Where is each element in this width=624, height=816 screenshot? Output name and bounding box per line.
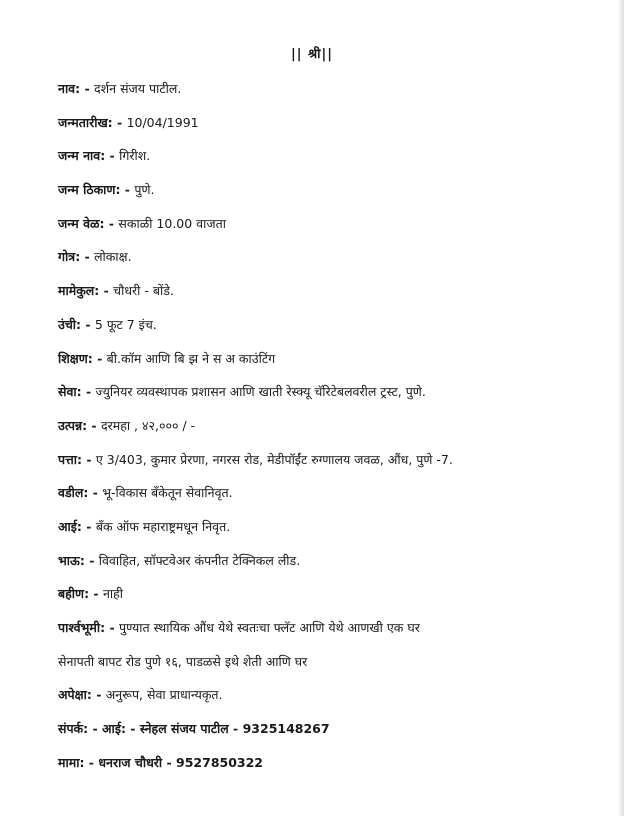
biodata-lines: [58, 78, 598, 785]
field-label: मामेकुल: [58, 283, 95, 299]
field-value: बी.कॉम आणि बि झ ने स अ काउंटिंग: [106, 350, 276, 366]
field-label: अपेक्षा: [58, 687, 87, 703]
field-label: जन्म नाव: [58, 148, 101, 164]
field-separator: : -: [99, 215, 119, 231]
field-label: जन्मतारीख: [58, 114, 108, 130]
field-separator: : -: [76, 384, 96, 400]
field-height: [58, 314, 598, 348]
field-birth-name: [58, 145, 598, 179]
field-separator: : -: [94, 283, 114, 299]
field-contact: [58, 718, 598, 752]
field-value: ज्युनियर व्यवस्थापक प्रशासन आणि खाती रेस्क्यू चॅरिटेबलवरील ट्रस्ट, पुणे.: [95, 384, 426, 400]
field-separator: : -: [82, 417, 101, 433]
field-separator: : -: [83, 721, 103, 737]
field-sister: [58, 583, 598, 617]
field-birth-place: [58, 179, 598, 213]
field-label: आई: [58, 518, 77, 534]
field-label: सेवा: [58, 384, 77, 400]
field-father: [58, 482, 598, 516]
field-separator: : -: [100, 148, 120, 164]
field-value: धनराज चौधरी - 9527850322: [98, 754, 264, 770]
field-name: [58, 78, 598, 112]
field-value: ए 3/403, कुमार प्रेरणा, नगरस रोड, मेडीपॉईंट रुग्णालय जवळ, औंध, पुणे -7.: [95, 451, 453, 467]
field-separator: : -: [83, 485, 103, 501]
field-value: पुण्यात स्थायिक औंध येथे स्वतःचा फ्लॅट आणि येथे आणखी एक घर: [119, 620, 420, 635]
field-value: 10/04/1991: [126, 114, 199, 130]
field-separator: : -: [115, 182, 135, 198]
field-separator: : -: [79, 552, 99, 568]
field-separator: : -: [75, 249, 95, 265]
field-separator: : -: [76, 518, 96, 534]
field-separator: : -: [84, 586, 103, 602]
field-mamekul: [58, 280, 598, 314]
field-label: उंची: [58, 316, 77, 332]
field-label: पत्ता: [58, 451, 77, 467]
field-address: [58, 449, 598, 483]
field-label: बहीण: [58, 586, 85, 602]
field-value: सकाळी 10.00 वाजता: [118, 215, 227, 231]
field-brother: [58, 550, 598, 584]
field-separator: : -: [79, 754, 99, 770]
field-label: वडील: [58, 485, 84, 501]
field-separator: : -: [76, 451, 96, 467]
field-value: अनुरूप, सेवा प्राधान्यकृत.: [105, 687, 223, 703]
field-income: [58, 415, 598, 449]
field-value: 5 फूट 7 इंच.: [94, 316, 157, 332]
field-birthdate: [58, 112, 598, 146]
field-label: भाऊ: [58, 552, 80, 568]
field-label: पार्श्वभूमी: [58, 620, 101, 635]
field-label: शिक्षण: [58, 350, 88, 366]
field-separator: : -: [107, 114, 127, 130]
document-header: || श्री||: [290, 47, 334, 62]
field-value: चौधरी - बोंडे.: [113, 283, 174, 299]
field-label: उत्पन्न: [58, 417, 83, 433]
field-value: नाही: [102, 586, 124, 602]
field-background-continued: [58, 651, 598, 685]
field-value: आई: - स्नेहल संजय पाटील - 9325148267: [102, 721, 330, 737]
field-separator: : -: [87, 350, 107, 366]
field-label: नाव: [58, 81, 76, 96]
field-value: सेनापती बापट रोड पुणे १६, पाडळसे इथे शेती आणि घर: [58, 653, 308, 669]
page-edge-shadow: [618, 0, 624, 816]
field-label: जन्म ठिकाण: [58, 182, 116, 198]
field-value: लोकाक्ष.: [94, 249, 132, 265]
field-label: जन्म वेळ: [58, 215, 100, 231]
field-value: भू-विकास बँकेतून सेवानिवृत.: [102, 485, 233, 501]
field-label: गोत्र: [58, 249, 76, 265]
field-maternal-uncle: [58, 752, 598, 786]
field-background: [58, 617, 598, 651]
field-expectations: [58, 684, 598, 718]
field-service: [58, 381, 598, 415]
field-value: पुणे.: [134, 182, 155, 198]
field-separator: : -: [100, 620, 119, 635]
field-separator: : -: [75, 81, 95, 96]
field-label: संपर्क: [58, 721, 84, 737]
field-value: विवाहित, सॉफ्टवेअर कंपनीत टेक्निकल लीड.: [98, 552, 301, 568]
field-separator: : -: [86, 687, 106, 703]
field-gotra: [58, 246, 598, 280]
field-label: मामा: [58, 754, 80, 770]
field-value: बँक ऑफ महाराष्ट्रमधून निवृत.: [95, 518, 231, 534]
field-birth-time: [58, 213, 598, 247]
field-value: दरमहा , ४२,००० / -: [100, 417, 196, 433]
field-value: गिरीश.: [119, 148, 151, 164]
field-value: दर्शन संजय पाटील.: [94, 81, 182, 96]
field-mother: [58, 516, 598, 550]
field-separator: : -: [76, 316, 95, 332]
field-education: [58, 348, 598, 382]
